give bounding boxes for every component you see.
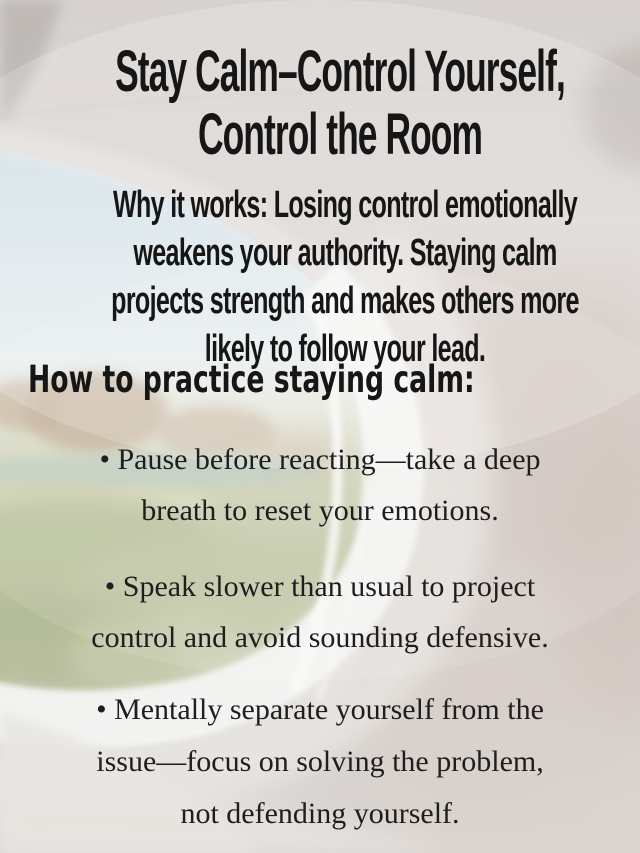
why-it-works-text: Why it works: Losing control emotionally weakens your authority. Staying calm projects strength and makes others more likely to follow your lead.: [111, 184, 579, 370]
bullet-speak-slower: • Speak slower than usual to project control and avoid sounding defensive.: [91, 570, 549, 654]
bullet-mentally-separate: • Mentally separate yourself from the issue—focus on solving the problem, not defending yourself.: [96, 693, 544, 830]
how-to-practice-heading: How to practice staying calm:: [28, 358, 475, 401]
slide-title: Stay Calm–Control Yourself, Control the Room: [115, 39, 565, 167]
bullet-pause-before-reacting: • Pause before reacting—take a deep breath to reset your emotions.: [99, 443, 541, 527]
